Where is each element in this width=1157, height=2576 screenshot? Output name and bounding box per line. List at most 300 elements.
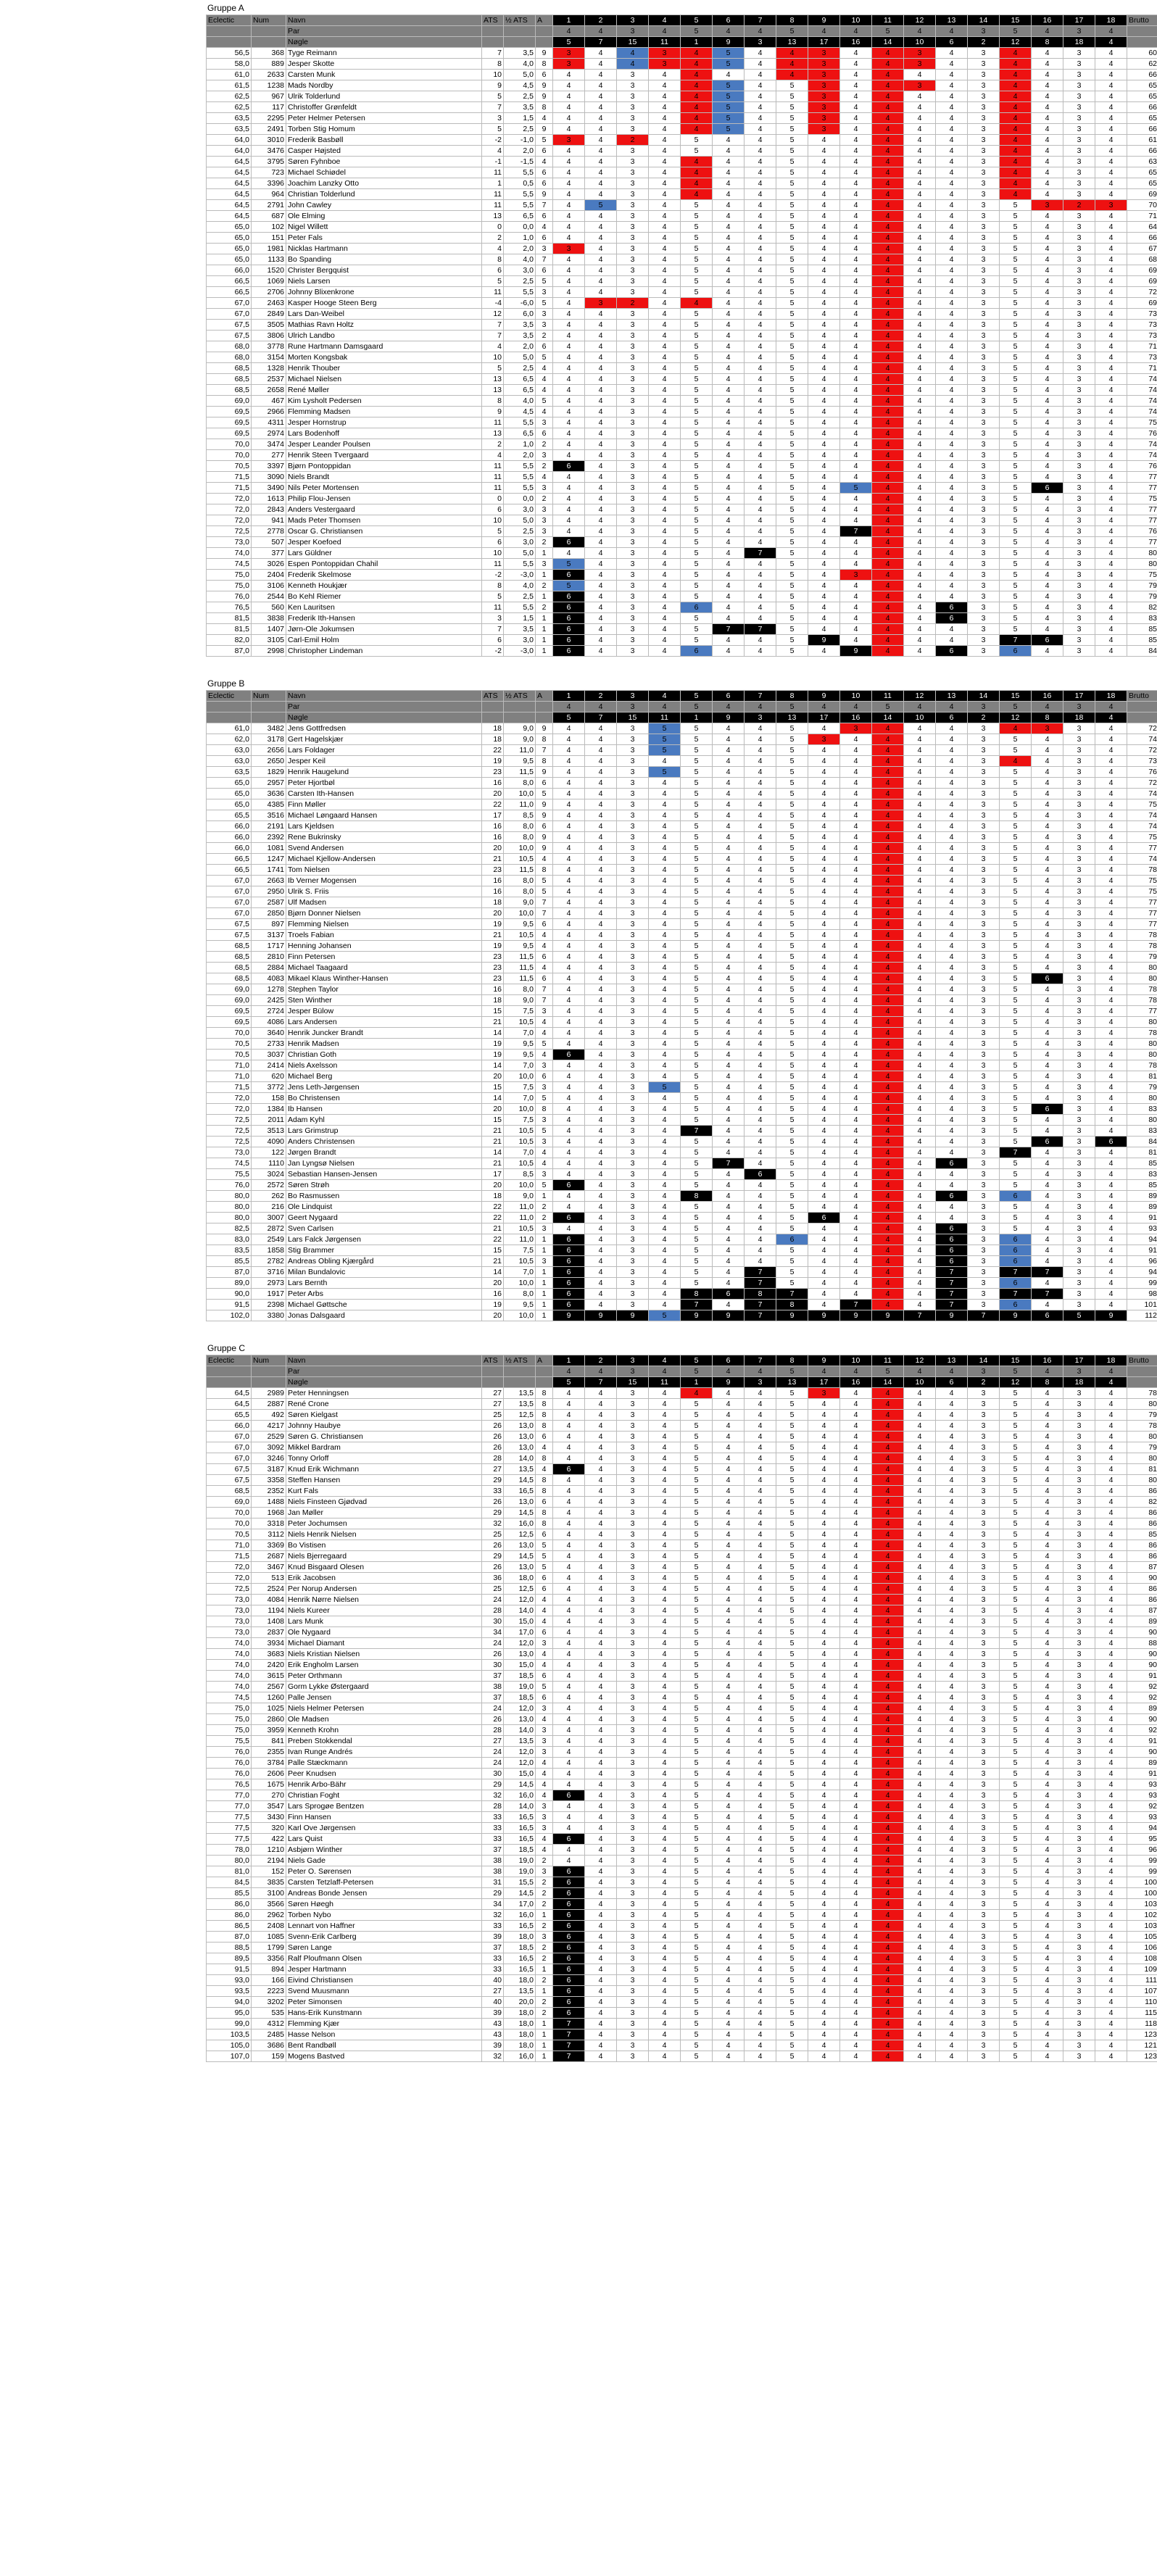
hole-score: 3 [968,80,1000,91]
hole-score: 4 [713,1147,745,1158]
hole-score: 4 [840,602,872,613]
player-row [207,461,1157,472]
hole-score: 5 [776,1202,808,1213]
hole-score: 4 [649,843,681,854]
col-eclectic: Eclectic [207,15,252,26]
hole-score: 3 [968,810,1000,821]
member-number: 2843 [252,504,286,515]
hole-score: 5 [776,1584,808,1595]
a-cell: 3 [536,504,553,515]
ats-cell: 15 [482,1082,504,1093]
hole-score: 4 [872,952,904,963]
hole-score: 3 [1063,1910,1095,1921]
hole-score: 4 [1095,1638,1127,1649]
hole-score: 5 [1000,930,1032,941]
member-number: 2837 [252,1627,286,1638]
hole-score: 5 [1000,1823,1032,1834]
half-ats-cell: 11,5 [504,973,536,984]
hole-score: 3 [617,886,649,897]
hole-score: 4 [713,832,745,843]
player-name: Bjørn Pontoppidan [286,461,482,472]
hole-score: 4 [713,1899,745,1910]
key-value: 12 [1000,712,1032,723]
hole-score: 4 [553,952,585,963]
hole-score: 9 [808,1310,840,1321]
hole-score: 3 [968,1060,1000,1071]
brutto-cell: 75 [1127,832,1157,843]
hole-score: 4 [904,1725,936,1736]
player-name: Svend Muusmann [286,1986,482,1997]
hole-score: 4 [713,1475,745,1486]
hole-score: 4 [649,2008,681,2019]
brutto-cell: 102 [1127,1910,1157,1921]
hole-score: 4 [713,1421,745,1432]
hole-score: 5 [681,385,713,396]
hole-score: 4 [1000,723,1032,734]
a-cell: 6 [536,1529,553,1540]
hole-score: 4 [936,984,968,995]
hole-score: 4 [745,1071,776,1082]
player-row [207,1856,1157,1866]
hole-score: 4 [649,778,681,789]
eclectic-cell: 67,5 [207,320,252,331]
ats-cell: 38 [482,1682,504,1692]
member-number: 1829 [252,767,286,778]
half-ats-cell: 7,5 [504,1082,536,1093]
hole-score: 5 [1000,1104,1032,1115]
hole-score: 5 [681,1147,713,1158]
player-row [207,930,1157,941]
player-name: Niels Kristian Nielsen [286,1649,482,1660]
player-row [207,1278,1157,1289]
hole-score: 4 [1032,1747,1063,1758]
hole-score: 5 [1000,1725,1032,1736]
player-name: Anders Vestergaard [286,504,482,515]
hole-score: 5 [681,1115,713,1126]
hole-score: 4 [1032,2051,1063,2062]
hole-score: 6 [553,1289,585,1300]
player-row [207,124,1157,135]
hole-score: 4 [840,1486,872,1497]
hole-score: 4 [553,1725,585,1736]
par-value: 4 [904,1366,936,1377]
hole-score: 5 [1000,1169,1032,1180]
hole-score: 4 [649,646,681,657]
half-ats-cell: 3,5 [504,331,536,341]
half-ats-cell: 6,5 [504,385,536,396]
ats-cell: 20 [482,1180,504,1191]
a-cell: 4 [536,1050,553,1060]
member-number: 2606 [252,1769,286,1779]
hole-score: 5 [553,559,585,570]
hole-score: 3 [617,1060,649,1071]
hole-header: 3 [617,15,649,26]
hole-score: 4 [585,504,617,515]
hole-score: 4 [649,1388,681,1399]
hole-score: 4 [936,559,968,570]
hole-score: 8 [681,1289,713,1300]
hole-score: 4 [936,146,968,157]
hole-score: 4 [936,1790,968,1801]
half-ats-cell: 3,5 [504,320,536,331]
hole-score: 4 [649,973,681,984]
hole-score: 3 [617,1899,649,1910]
hole-score: 4 [1032,778,1063,789]
hole-score: 4 [904,189,936,200]
brutto-cell: 80 [1127,973,1157,984]
member-number: 3430 [252,1812,286,1823]
hole-score: 4 [649,1147,681,1158]
hole-score: 4 [872,1725,904,1736]
hole-score: 5 [681,581,713,591]
hole-score: 4 [681,189,713,200]
hole-score: 4 [1032,1921,1063,1932]
hole-score: 4 [1032,439,1063,450]
hole-score: 4 [1032,1812,1063,1823]
hole-score: 4 [936,1180,968,1191]
brutto-cell: 109 [1127,1964,1157,1975]
hole-score: 3 [617,1421,649,1432]
eclectic-cell: 77,5 [207,1834,252,1845]
hole-score: 4 [936,1769,968,1779]
hole-score: 4 [713,1649,745,1660]
hole-score: 4 [553,504,585,515]
hole-score: 4 [936,1562,968,1573]
hole-score: 3 [1063,1725,1095,1736]
hole-score: 4 [585,167,617,178]
member-number: 3369 [252,1540,286,1551]
eclectic-cell: 76,0 [207,1747,252,1758]
hole-score: 4 [1032,745,1063,756]
hole-score: 3 [617,1202,649,1213]
hole-score: 3 [1063,1093,1095,1104]
hole-score: 5 [1000,613,1032,624]
player-name: Casper Højsted [286,146,482,157]
hole-score: 4 [808,1812,840,1823]
hole-score: 4 [872,1660,904,1671]
a-cell: 1 [536,2029,553,2040]
member-number: 3187 [252,1464,286,1475]
hole-score: 4 [553,1682,585,1692]
par-value: 4 [713,702,745,712]
hole-score: 4 [1032,1986,1063,1997]
a-cell: 4 [536,1834,553,1845]
hole-score: 4 [1032,1453,1063,1464]
col-name: Navn [286,1355,482,1366]
brutto-cell: 66 [1127,124,1157,135]
hole-score: 6 [1032,483,1063,494]
hole-score: 4 [585,1910,617,1921]
hole-score: 5 [776,2008,808,2019]
hole-score: 2 [1063,200,1095,211]
hole-score: 3 [617,244,649,254]
half-ats-cell: 12,5 [504,1584,536,1595]
hole-score: 3 [1063,1921,1095,1932]
player-name: Jens Gottfredsen [286,723,482,734]
hole-score: 3 [968,1682,1000,1692]
brutto-cell: 83 [1127,1126,1157,1137]
hole-score: 6 [553,537,585,548]
hole-score: 5 [681,1497,713,1508]
hole-score: 4 [713,537,745,548]
hole-score: 5 [1000,363,1032,374]
hole-score: 4 [681,1388,713,1399]
hole-score: 5 [1000,385,1032,396]
a-cell: 6 [536,1671,553,1682]
hole-score: 5 [776,1267,808,1278]
hole-score: 4 [840,919,872,930]
hole-header: 7 [745,691,776,702]
hole-score: 4 [713,374,745,385]
hole-score: 4 [840,897,872,908]
ats-cell: 21 [482,930,504,941]
player-row [207,1202,1157,1213]
player-row [207,1801,1157,1812]
hole-score: 4 [936,211,968,222]
ats-cell: 29 [482,1779,504,1790]
group-section [206,677,1156,1321]
eclectic-cell: 68,5 [207,1486,252,1497]
hole-score: 3 [1063,1866,1095,1877]
hole-score: 4 [1095,756,1127,767]
brutto-cell: 108 [1127,1953,1157,1964]
hole-score: 4 [713,1137,745,1147]
hole-score: 4 [904,439,936,450]
member-number: 2485 [252,2029,286,2040]
a-cell: 8 [536,1508,553,1518]
hole-score: 4 [649,1432,681,1442]
hole-score: 4 [904,810,936,821]
hole-score: 4 [585,919,617,930]
half-ats-cell: 13,0 [504,1421,536,1432]
hole-score: 5 [681,1888,713,1899]
hole-score: 3 [617,930,649,941]
hole-score: 4 [872,1245,904,1256]
hole-score: 6 [553,646,585,657]
brutto-cell: 83 [1127,613,1157,624]
hole-score: 4 [713,1169,745,1180]
player-row [207,559,1157,570]
hole-score: 4 [872,1649,904,1660]
hole-score: 8 [745,1289,776,1300]
hole-score: 4 [585,1975,617,1986]
player-row [207,1267,1157,1278]
hole-score: 3 [1063,1060,1095,1071]
hole-header: 17 [1063,691,1095,702]
hole-score: 4 [649,157,681,167]
hole-score: 4 [713,1126,745,1137]
hole-score: 3 [808,734,840,745]
eclectic-cell: 71,5 [207,483,252,494]
half-ats-cell: 16,5 [504,1812,536,1823]
hole-score: 4 [745,570,776,581]
hole-score: 3 [968,1300,1000,1310]
hole-score: 3 [1063,2029,1095,2040]
hole-score: 5 [1000,1997,1032,2008]
hole-score: 4 [745,646,776,657]
member-number: 2491 [252,124,286,135]
eclectic-cell: 73,0 [207,1605,252,1616]
brutto-cell: 89 [1127,1616,1157,1627]
hole-header: 15 [1000,691,1032,702]
eclectic-cell: 70,0 [207,1518,252,1529]
hole-score: 4 [617,59,649,70]
player-row [207,1703,1157,1714]
player-name: Svenn-Erik Carlberg [286,1932,482,1943]
hole-score: 4 [840,374,872,385]
hole-score: 4 [904,973,936,984]
player-row [207,80,1157,91]
hole-score: 5 [1000,876,1032,886]
hole-score: 3 [1063,1899,1095,1910]
hole-score: 4 [1000,91,1032,102]
hole-score: 5 [1000,1158,1032,1169]
hole-score: 3 [1063,1126,1095,1137]
hole-score: 5 [681,146,713,157]
half-ats-cell: 10,5 [504,1137,536,1147]
hole-score: 4 [553,1769,585,1779]
hole-score: 5 [1000,276,1032,287]
group-title: Gruppe B [207,678,245,689]
brutto-cell: 112 [1127,1310,1157,1321]
hole-score: 4 [904,352,936,363]
player-name: Søren Strøh [286,1180,482,1191]
hole-score: 4 [585,548,617,559]
hole-score: 4 [585,832,617,843]
hole-score: 4 [840,244,872,254]
hole-score: 4 [585,1060,617,1071]
half-ats-cell: 7,0 [504,1147,536,1158]
hole-score: 4 [936,504,968,515]
hole-score: 3 [1063,581,1095,591]
hole-score: 5 [776,1442,808,1453]
brutto-cell: 76 [1127,767,1157,778]
a-cell: 6 [536,821,553,832]
hole-score: 3 [1063,1975,1095,1986]
player-name: Nils Peter Mortensen [286,483,482,494]
hole-score: 4 [872,1779,904,1790]
eclectic-cell: 67,0 [207,1453,252,1464]
hole-score: 5 [1000,1453,1032,1464]
hole-score: 4 [1095,178,1127,189]
hole-score: 4 [649,1997,681,2008]
hole-score: 4 [808,1790,840,1801]
brutto-cell: 77 [1127,504,1157,515]
hole-score: 4 [585,2051,617,2062]
hole-score: 5 [1000,1115,1032,1126]
hole-score: 5 [681,613,713,624]
hole-score: 4 [713,1050,745,1060]
half-ats-cell: 18,5 [504,1845,536,1856]
hole-score: 5 [776,886,808,897]
ats-cell: 26 [482,1562,504,1573]
hole-score: 3 [1063,1464,1095,1475]
hole-score: 4 [904,832,936,843]
hole-score: 6 [1000,1300,1032,1310]
hole-score: 4 [713,1975,745,1986]
hole-score: 3 [968,1986,1000,1997]
hole-score: 4 [840,1812,872,1823]
hole-score: 4 [936,1703,968,1714]
half-ats-cell: 15,0 [504,1616,536,1627]
hole-score: 4 [1000,80,1032,91]
hole-score: 4 [1095,646,1127,657]
hole-score: 3 [968,581,1000,591]
hole-score: 4 [1095,1595,1127,1605]
member-number: 1858 [252,1245,286,1256]
hole-score: 5 [776,897,808,908]
hole-score: 4 [553,1736,585,1747]
hole-score: 4 [904,1410,936,1421]
hole-score: 4 [1032,1529,1063,1540]
hole-score: 4 [649,1953,681,1964]
half-ats-cell: 1,5 [504,113,536,124]
hole-score: 4 [649,952,681,963]
ats-cell: 38 [482,1866,504,1877]
hole-score: 4 [713,1747,745,1758]
ats-cell: 20 [482,1071,504,1082]
eclectic-cell: 66,5 [207,865,252,876]
member-number: 1110 [252,1158,286,1169]
member-number: 4090 [252,1137,286,1147]
hole-score: 4 [553,1017,585,1028]
hole-score: 4 [904,646,936,657]
hole-score: 3 [617,1399,649,1410]
hole-score: 4 [649,1126,681,1137]
key-value: 4 [1095,37,1127,48]
hole-score: 4 [553,70,585,80]
hole-score: 4 [808,1017,840,1028]
hole-score: 4 [553,1747,585,1758]
half-ats-cell: 8,0 [504,876,536,886]
hole-score: 4 [872,734,904,745]
eclectic-cell: 65,0 [207,778,252,789]
player-name: Niels Bjerregaard [286,1551,482,1562]
hole-score: 4 [904,537,936,548]
hole-score: 4 [840,1453,872,1464]
hole-header: 5 [681,1355,713,1366]
hole-score: 4 [1095,1147,1127,1158]
hole-score: 4 [840,1028,872,1039]
a-cell: 7 [536,254,553,265]
hole-score: 4 [745,1442,776,1453]
hole-score: 5 [681,1812,713,1823]
member-number: 2724 [252,1006,286,1017]
hole-score: 4 [745,897,776,908]
hole-score: 4 [872,1223,904,1234]
hole-score: 4 [936,1671,968,1682]
hole-score: 4 [840,1910,872,1921]
member-number: 2537 [252,374,286,385]
hole-score: 4 [649,1289,681,1300]
hole-header: 8 [776,1355,808,1366]
hole-score: 5 [681,1714,713,1725]
hole-score: 4 [649,450,681,461]
hole-score: 4 [872,897,904,908]
hole-score: 3 [968,1475,1000,1486]
hole-score: 4 [808,2008,840,2019]
hole-score: 4 [872,1834,904,1845]
brutto-cell: 81 [1127,1147,1157,1158]
hole-score: 5 [681,1551,713,1562]
hole-score: 4 [840,591,872,602]
hole-score: 5 [681,941,713,952]
hole-score: 3 [1063,1540,1095,1551]
eclectic-cell: 85,5 [207,1888,252,1899]
hole-score: 4 [904,1169,936,1180]
eclectic-cell: 67,0 [207,897,252,908]
hole-score: 3 [617,1486,649,1497]
